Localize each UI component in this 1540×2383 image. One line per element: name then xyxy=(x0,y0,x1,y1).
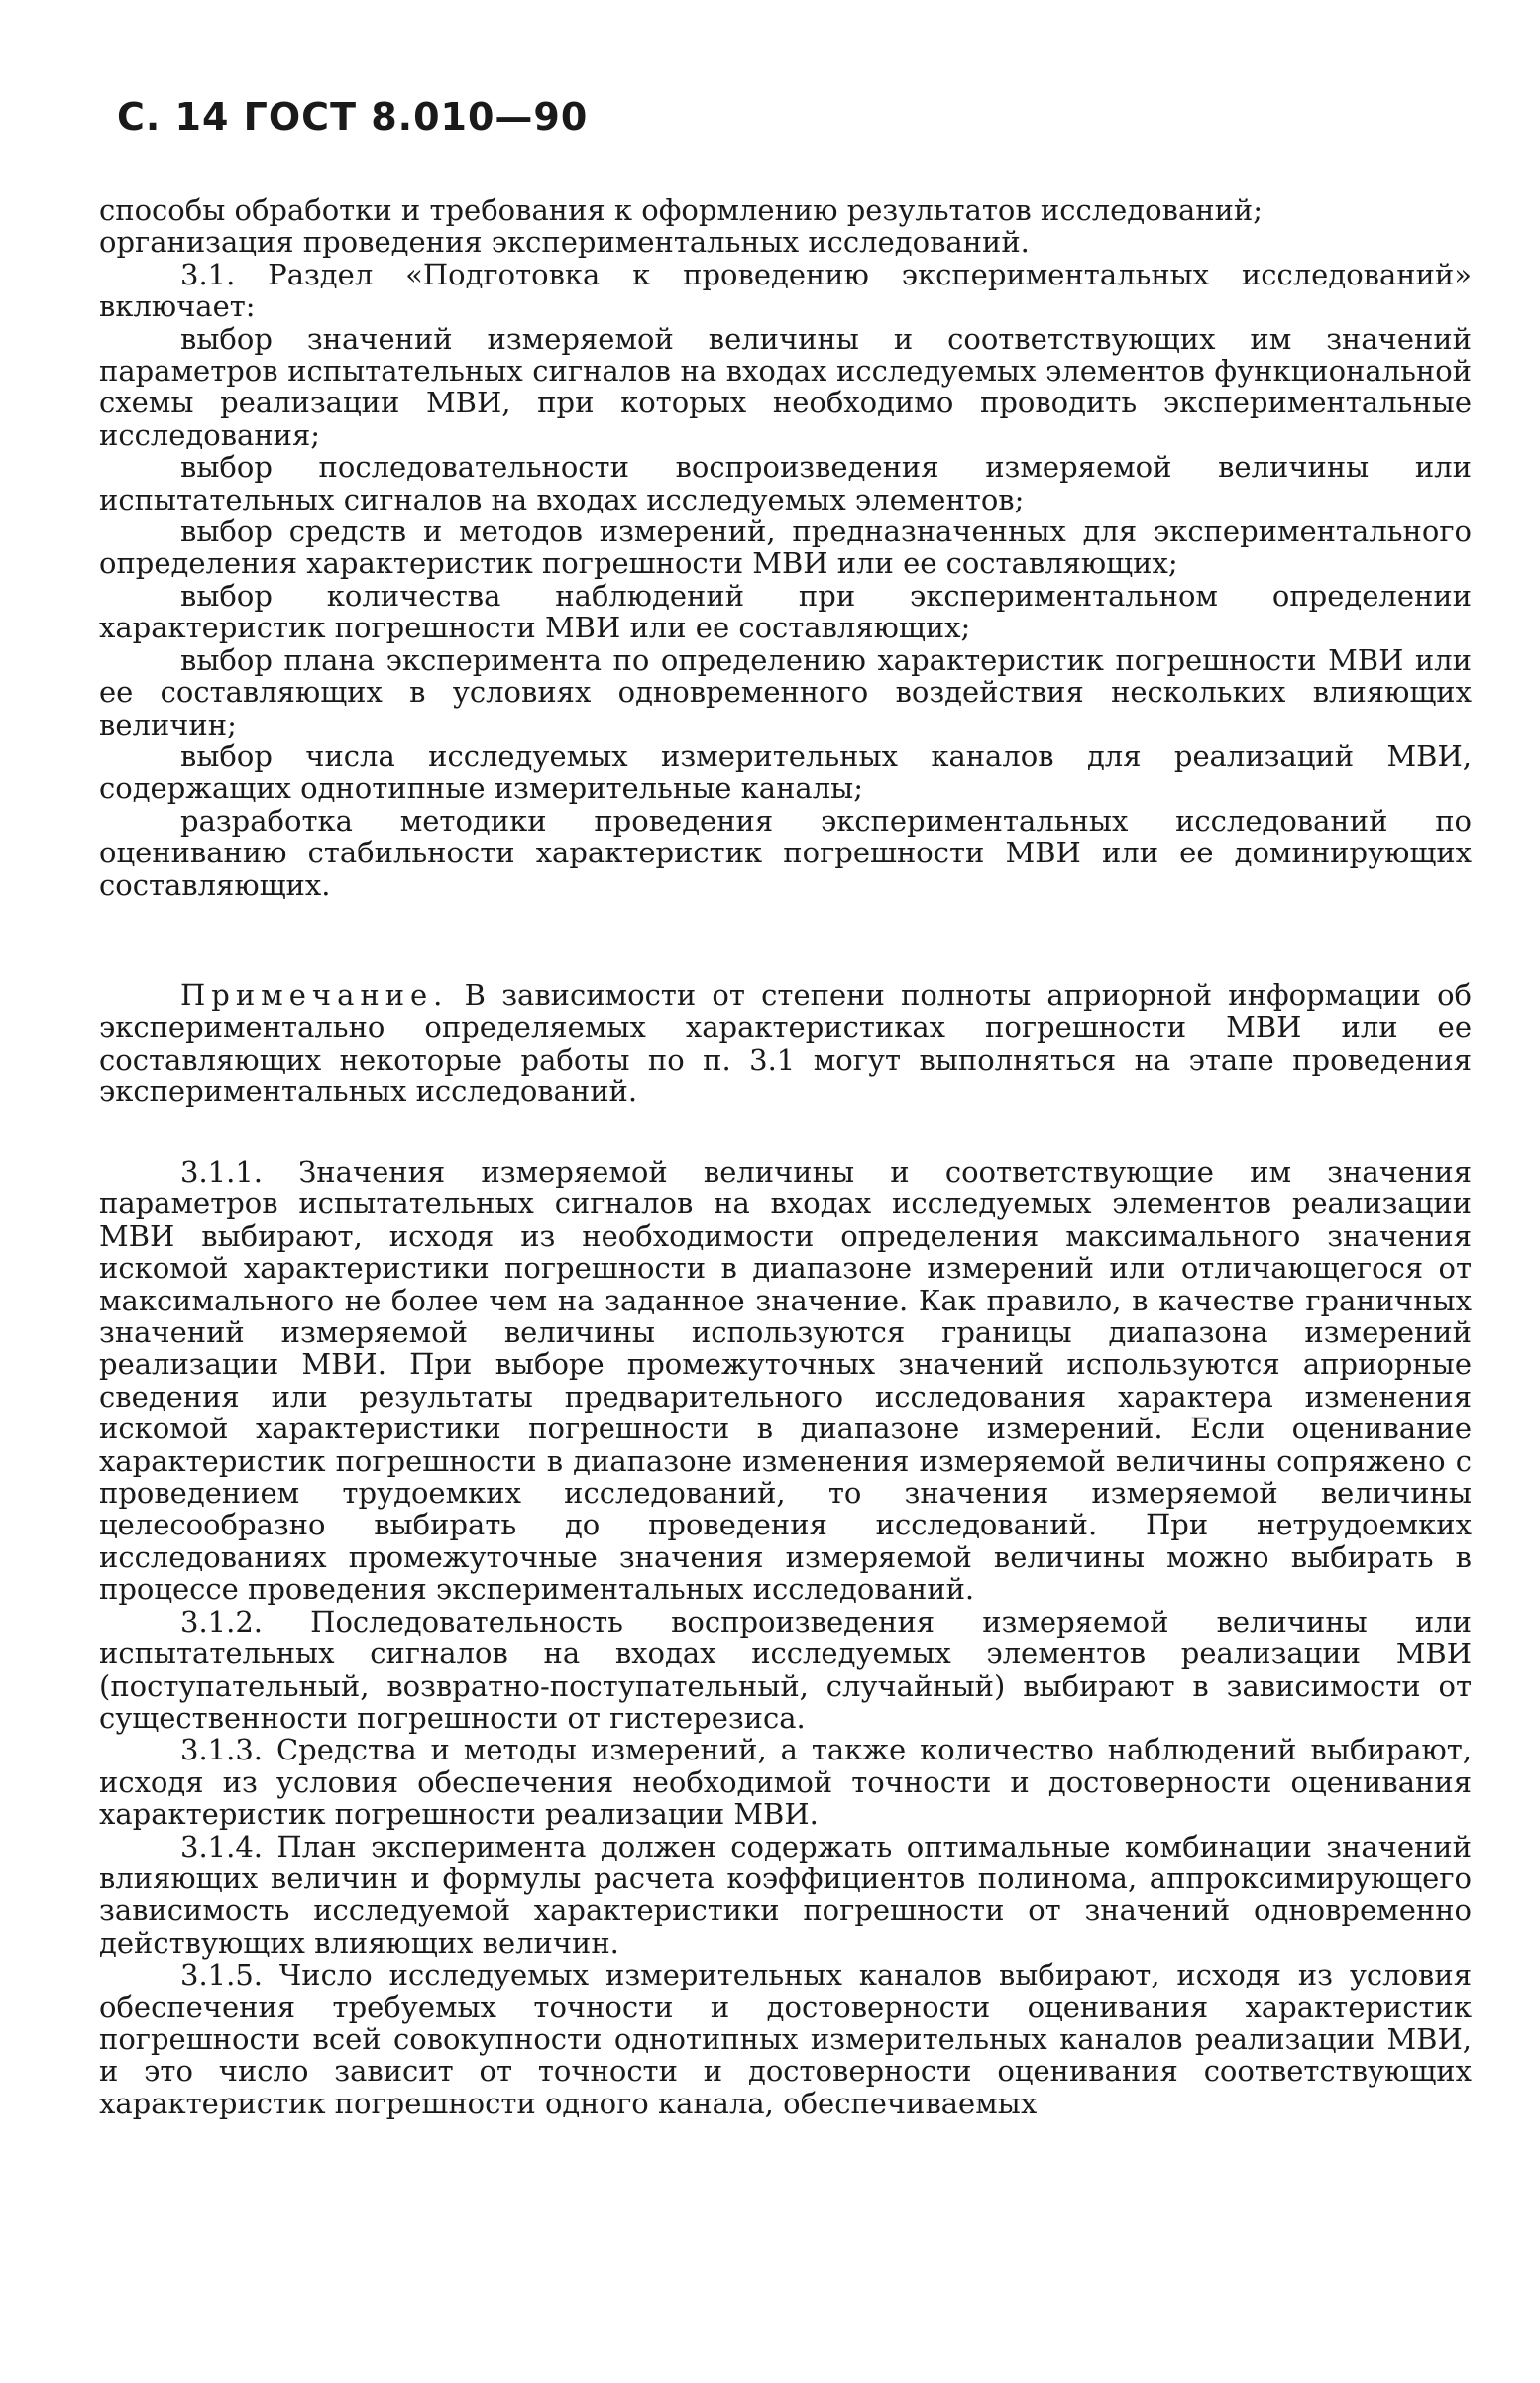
section-3-1-3: 3.1.3. Средства и методы измерений, а также количество наблюдений выбирают, исходя из условия обеспечения необходимой точности и достоверности оценивания характеристик погрешности реализации МВИ. xyxy=(99,1733,1472,1832)
section-3-1-2: 3.1.2. Последовательность воспроизведения измеряемой величины или испытательных сигналов на входах исследуемых элементов реализации МВИ (поступательный, возвратно-поступательный, случайный) выбирают в зависимости от существенности погрешности от гистерезиса. xyxy=(99,1604,1472,1735)
note-text: В зависимости от степени полноты априорной информации об экспериментально определяемых характеристиках погрешности МВИ или ее составляющих некоторые работы по п. 3.1 могут выполняться на этапе проведения экспериментальных исследований. xyxy=(99,978,1472,1109)
list-item: выбор последовательности воспроизведения измеряемой величины или испытательных сигналов на входах исследуемых элементов; xyxy=(99,450,1472,516)
note-paragraph xyxy=(99,979,1472,1108)
list-item: выбор количества наблюдений при экспериментальном определении характеристик погрешности МВИ или ее составляющих; xyxy=(99,578,1472,645)
section-3-1-5: 3.1.5. Число исследуемых измерительных каналов выбирают, исходя из условия обеспечения требуемых точности и достоверности оценивания характеристик погрешности всей совокупности однотипных измерительных каналов реализации МВИ, и это число зависит от точности и достоверности оценивания соответствующих характеристик погрешности одного канала, обеспечиваемых xyxy=(99,1958,1472,2120)
section-3-1-intro: 3.1. Раздел «Подготовка к проведению экспериментальных исследований» включает: xyxy=(99,257,1472,324)
note-block xyxy=(99,979,1472,1108)
list-item: выбор значений измеряемой величины и соответствующих им значений параметров испытательных сигналов на входах исследуемых элементов функциональной схемы реализации МВИ, при которых необходимо проводить экспериментальные исследования; xyxy=(99,321,1472,452)
paragraph: способы обработки и требования к оформлению результатов исследований; xyxy=(99,193,1263,227)
requirements-list xyxy=(99,194,1472,901)
subsections xyxy=(99,1156,1472,2119)
paragraph: организация проведения экспериментальных исследований. xyxy=(99,225,1030,260)
section-3-1-1: 3.1.1. Значения измеряемой величины и соответствующие им значения параметров испытательных сигналов на входах исследуемых элементов реализации МВИ выбирают, исходя из необходимости определения максимального значения искомой характеристики погрешности в диапазоне измерений или отличающегося от максимального не более чем на заданное значение. Как правило, в качестве граничных значений измеряемой величины используются границы диапазона измерений реализации МВИ. При выборе промежуточных значений используются априорные сведения или результаты предварительного исследования характера изменения искомой характеристики погрешности в диапазоне измерений. Если оценивание характеристик погрешности в диапазоне изменения измеряемой величины сопряжено с проведением трудоемких исследований, то значения измеряемой величины целесообразно выбирать до проведения исследований. При нетрудоемких исследованиях промежуточные значения измеряемой величины можно выбирать в процессе проведения экспериментальных исследований. xyxy=(99,1155,1472,1607)
list-item: разработка методики проведения экспериментальных исследований по оцениванию стабильности характеристик погрешности МВИ или ее доминирующих составляющих. xyxy=(99,803,1472,902)
section-3-1-4: 3.1.4. План эксперимента должен содержать оптимальные комбинации значений влияющих величин и формулы расчета коэффициентов полинома, аппроксимирующего зависимость исследуемой характеристики погрешности от значений одновременно действующих влияющих величин. xyxy=(99,1829,1472,1960)
list-item: выбор средств и методов измерений, предназначенных для экспериментального определения характеристик погрешности МВИ или ее составляющих; xyxy=(99,514,1472,581)
list-item: выбор числа исследуемых измерительных каналов для реализаций МВИ, содержащих однотипные измерительные каналы; xyxy=(99,738,1472,806)
note-label: Примечание. xyxy=(180,978,449,1012)
page-header: С. 14 ГОСТ 8.010—90 xyxy=(117,95,589,139)
list-item: выбор плана эксперимента по определению характеристик погрешности МВИ или ее составляющих в условиях одновременного воздействия нескольких влияющих величин; xyxy=(99,642,1472,741)
